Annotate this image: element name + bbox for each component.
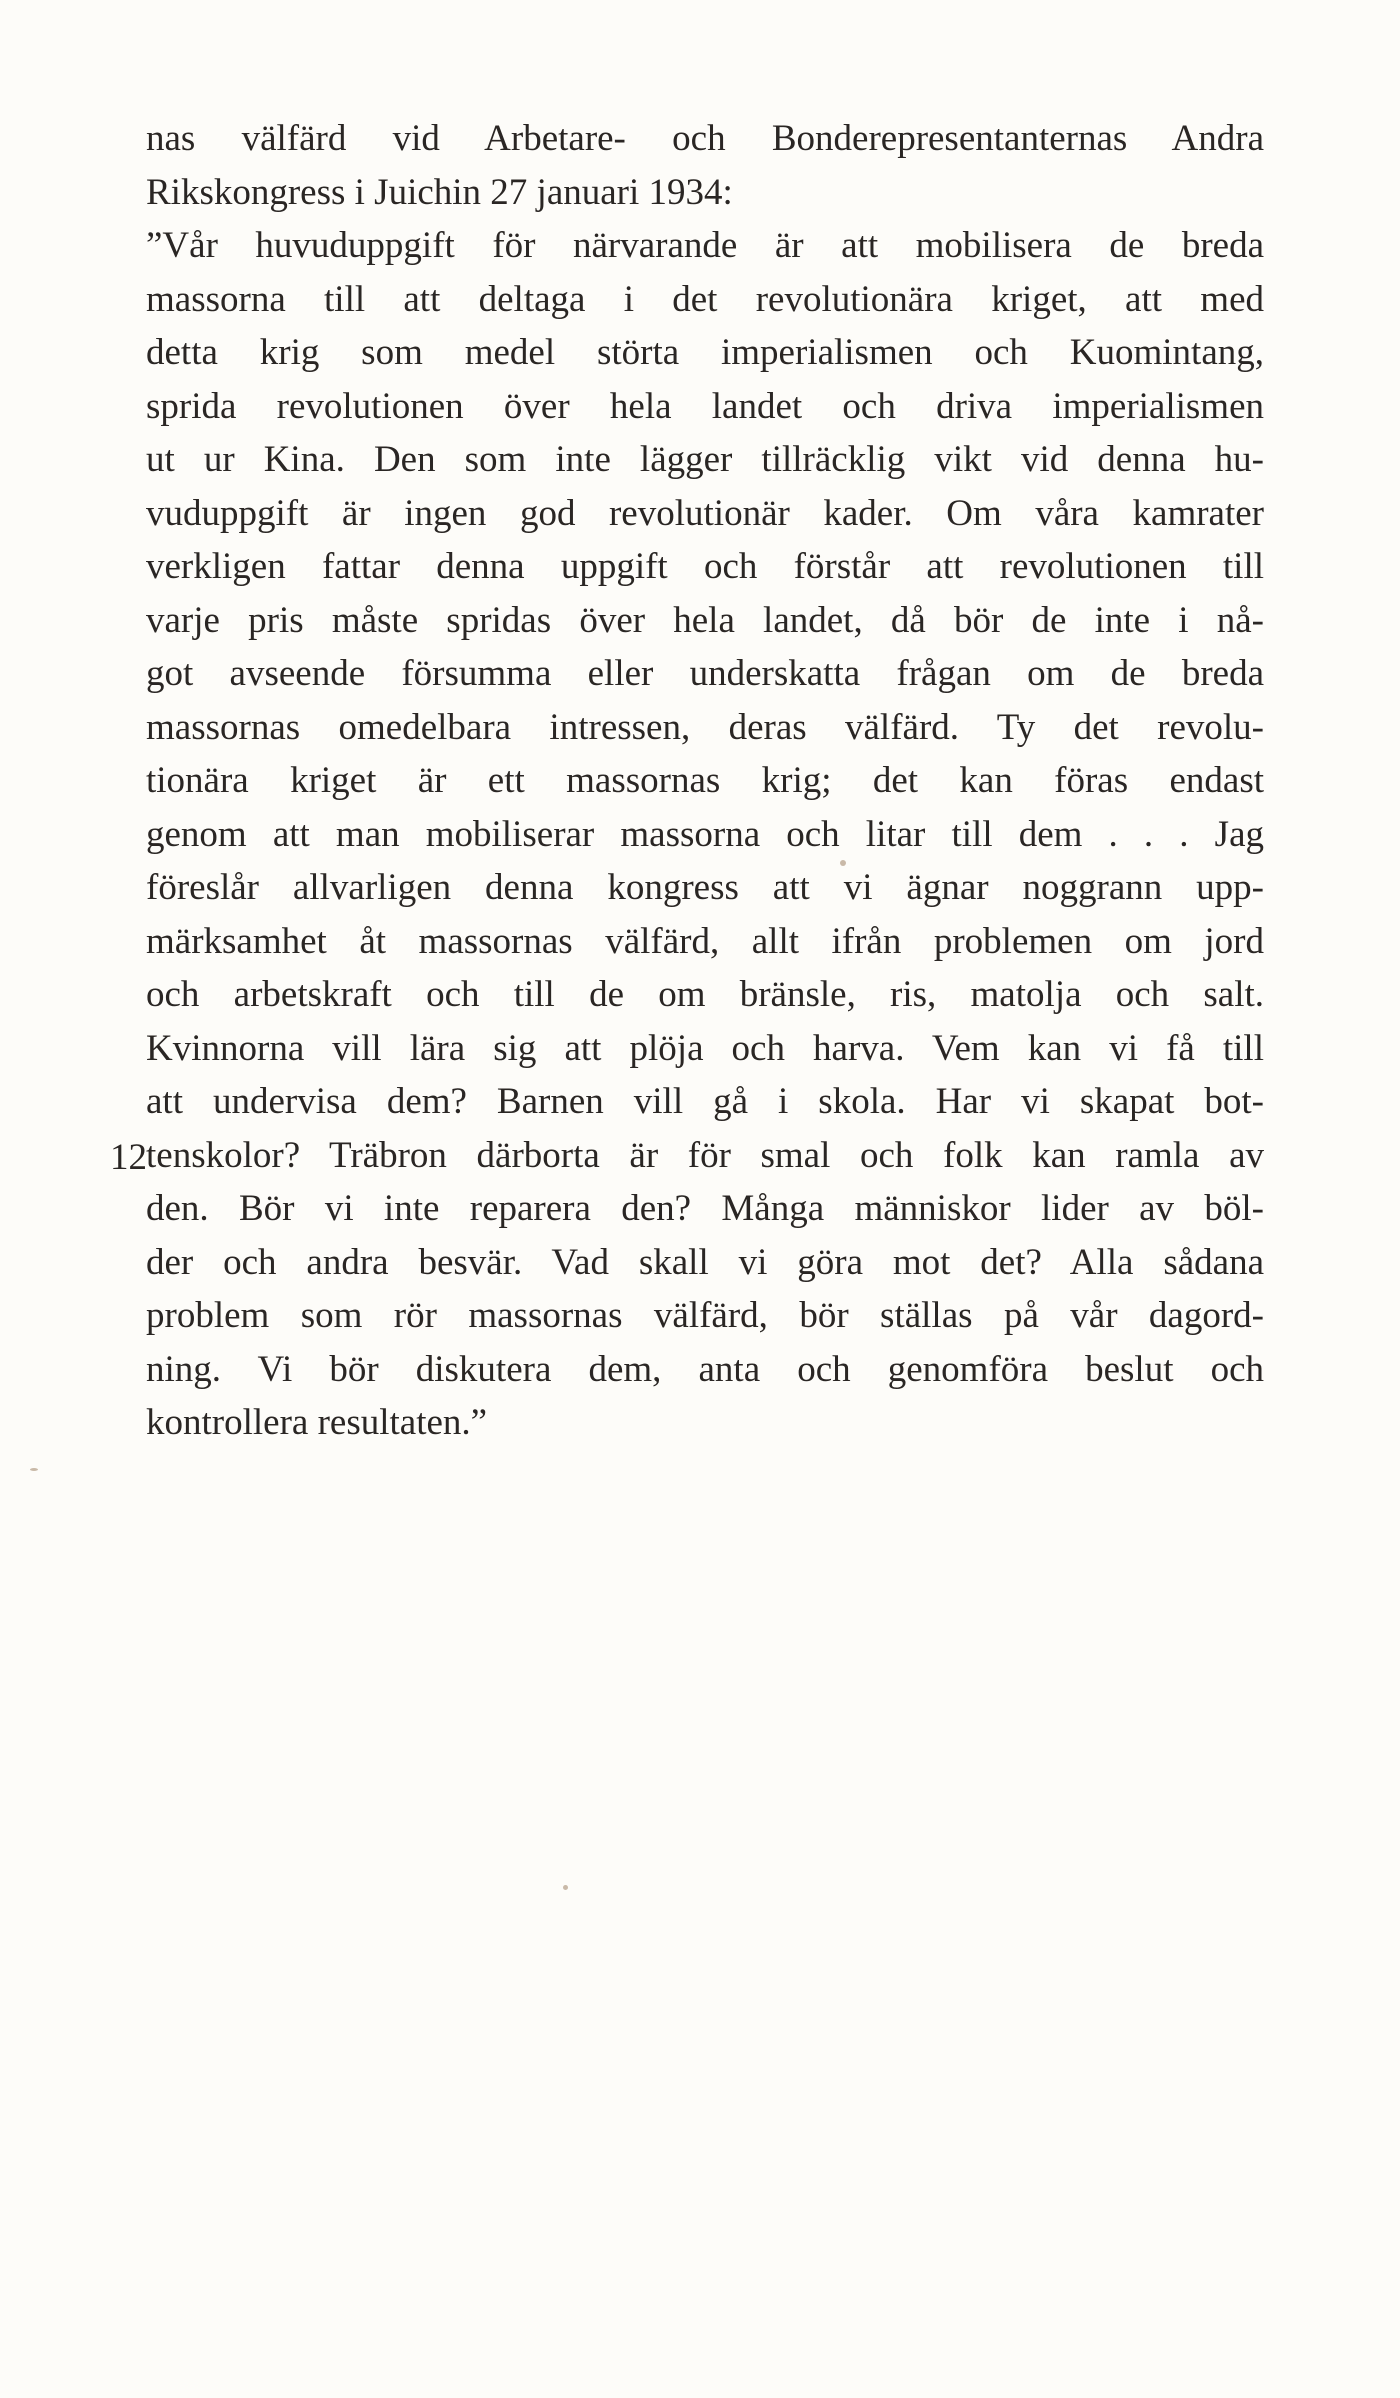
- text-line-18: Kvinnorna vill lära sig att plöja och harva. Vem kan vi få till: [146, 1027, 1264, 1069]
- text-line-16: märksamhet åt massornas välfärd, allt ifrån problemen om jord: [146, 920, 1264, 962]
- text-line-23: problem som rör massornas välfärd, bör ställas på vår dagord-: [146, 1295, 1264, 1336]
- text-line-25: kontrollera resultaten.”: [146, 1402, 488, 1443]
- text-line-9: verkligen fattar denna uppgift och förstår att revolutionen till: [146, 546, 1264, 587]
- text-line-4: massorna till att deltaga i det revolutionära kriget, att med: [146, 278, 1264, 320]
- text-line-1: nas välfärd vid Arbetare- och Bonderepresentanternas Andra: [146, 118, 1264, 159]
- text-line-8: vuduppgift är ingen god revolutionär kader. Om våra kamrater: [146, 492, 1264, 534]
- text-line-14: genom att man mobiliserar massorna och litar till dem . . . Jag: [146, 813, 1264, 855]
- text-line-11: got avseende försumma eller underskatta frågan om de breda: [146, 653, 1264, 694]
- page-number: 12: [110, 1137, 147, 1178]
- text-line-17: och arbetskraft och till de om bränsle, ris, matolja och salt.: [146, 974, 1264, 1015]
- text-line-10: varje pris måste spridas över hela landet, då bör de inte i nå-: [146, 599, 1264, 641]
- text-line-12: massornas omedelbara intressen, deras välfärd. Ty det revolu-: [146, 706, 1264, 748]
- text-line-5: detta krig som medel störta imperialismen och Kuomintang,: [146, 332, 1264, 373]
- text-line-21: den. Bör vi inte reparera den? Många människor lider av böl-: [146, 1188, 1264, 1229]
- body-text: [146, 112, 1264, 1450]
- text-line-22: der och andra besvär. Vad skall vi göra mot det? Alla sådana: [146, 1241, 1264, 1283]
- text-line-15: föreslår allvarligen denna kongress att vi ägnar noggrann upp-: [146, 867, 1264, 908]
- text-line-3: ”Vår huvuduppgift för närvarande är att mobilisera de breda: [146, 225, 1264, 266]
- text-line-2: Rikskongress i Juichin 27 januari 1934:: [146, 171, 733, 213]
- text-line-19: att undervisa dem? Barnen vill gå i skola. Har vi skapat bot-: [146, 1081, 1264, 1122]
- text-line-20: tenskolor? Träbron därborta är för smal och folk kan ramla av: [146, 1134, 1264, 1176]
- text-line-13: tionära kriget är ett massornas krig; det kan föras endast: [146, 760, 1264, 801]
- text-line-7: ut ur Kina. Den som inte lägger tillräcklig vikt vid denna hu-: [146, 439, 1264, 480]
- text-line-6: sprida revolutionen över hela landet och driva imperialismen: [146, 385, 1264, 427]
- text-line-24: ning. Vi bör diskutera dem, anta och genomföra beslut och: [146, 1348, 1264, 1390]
